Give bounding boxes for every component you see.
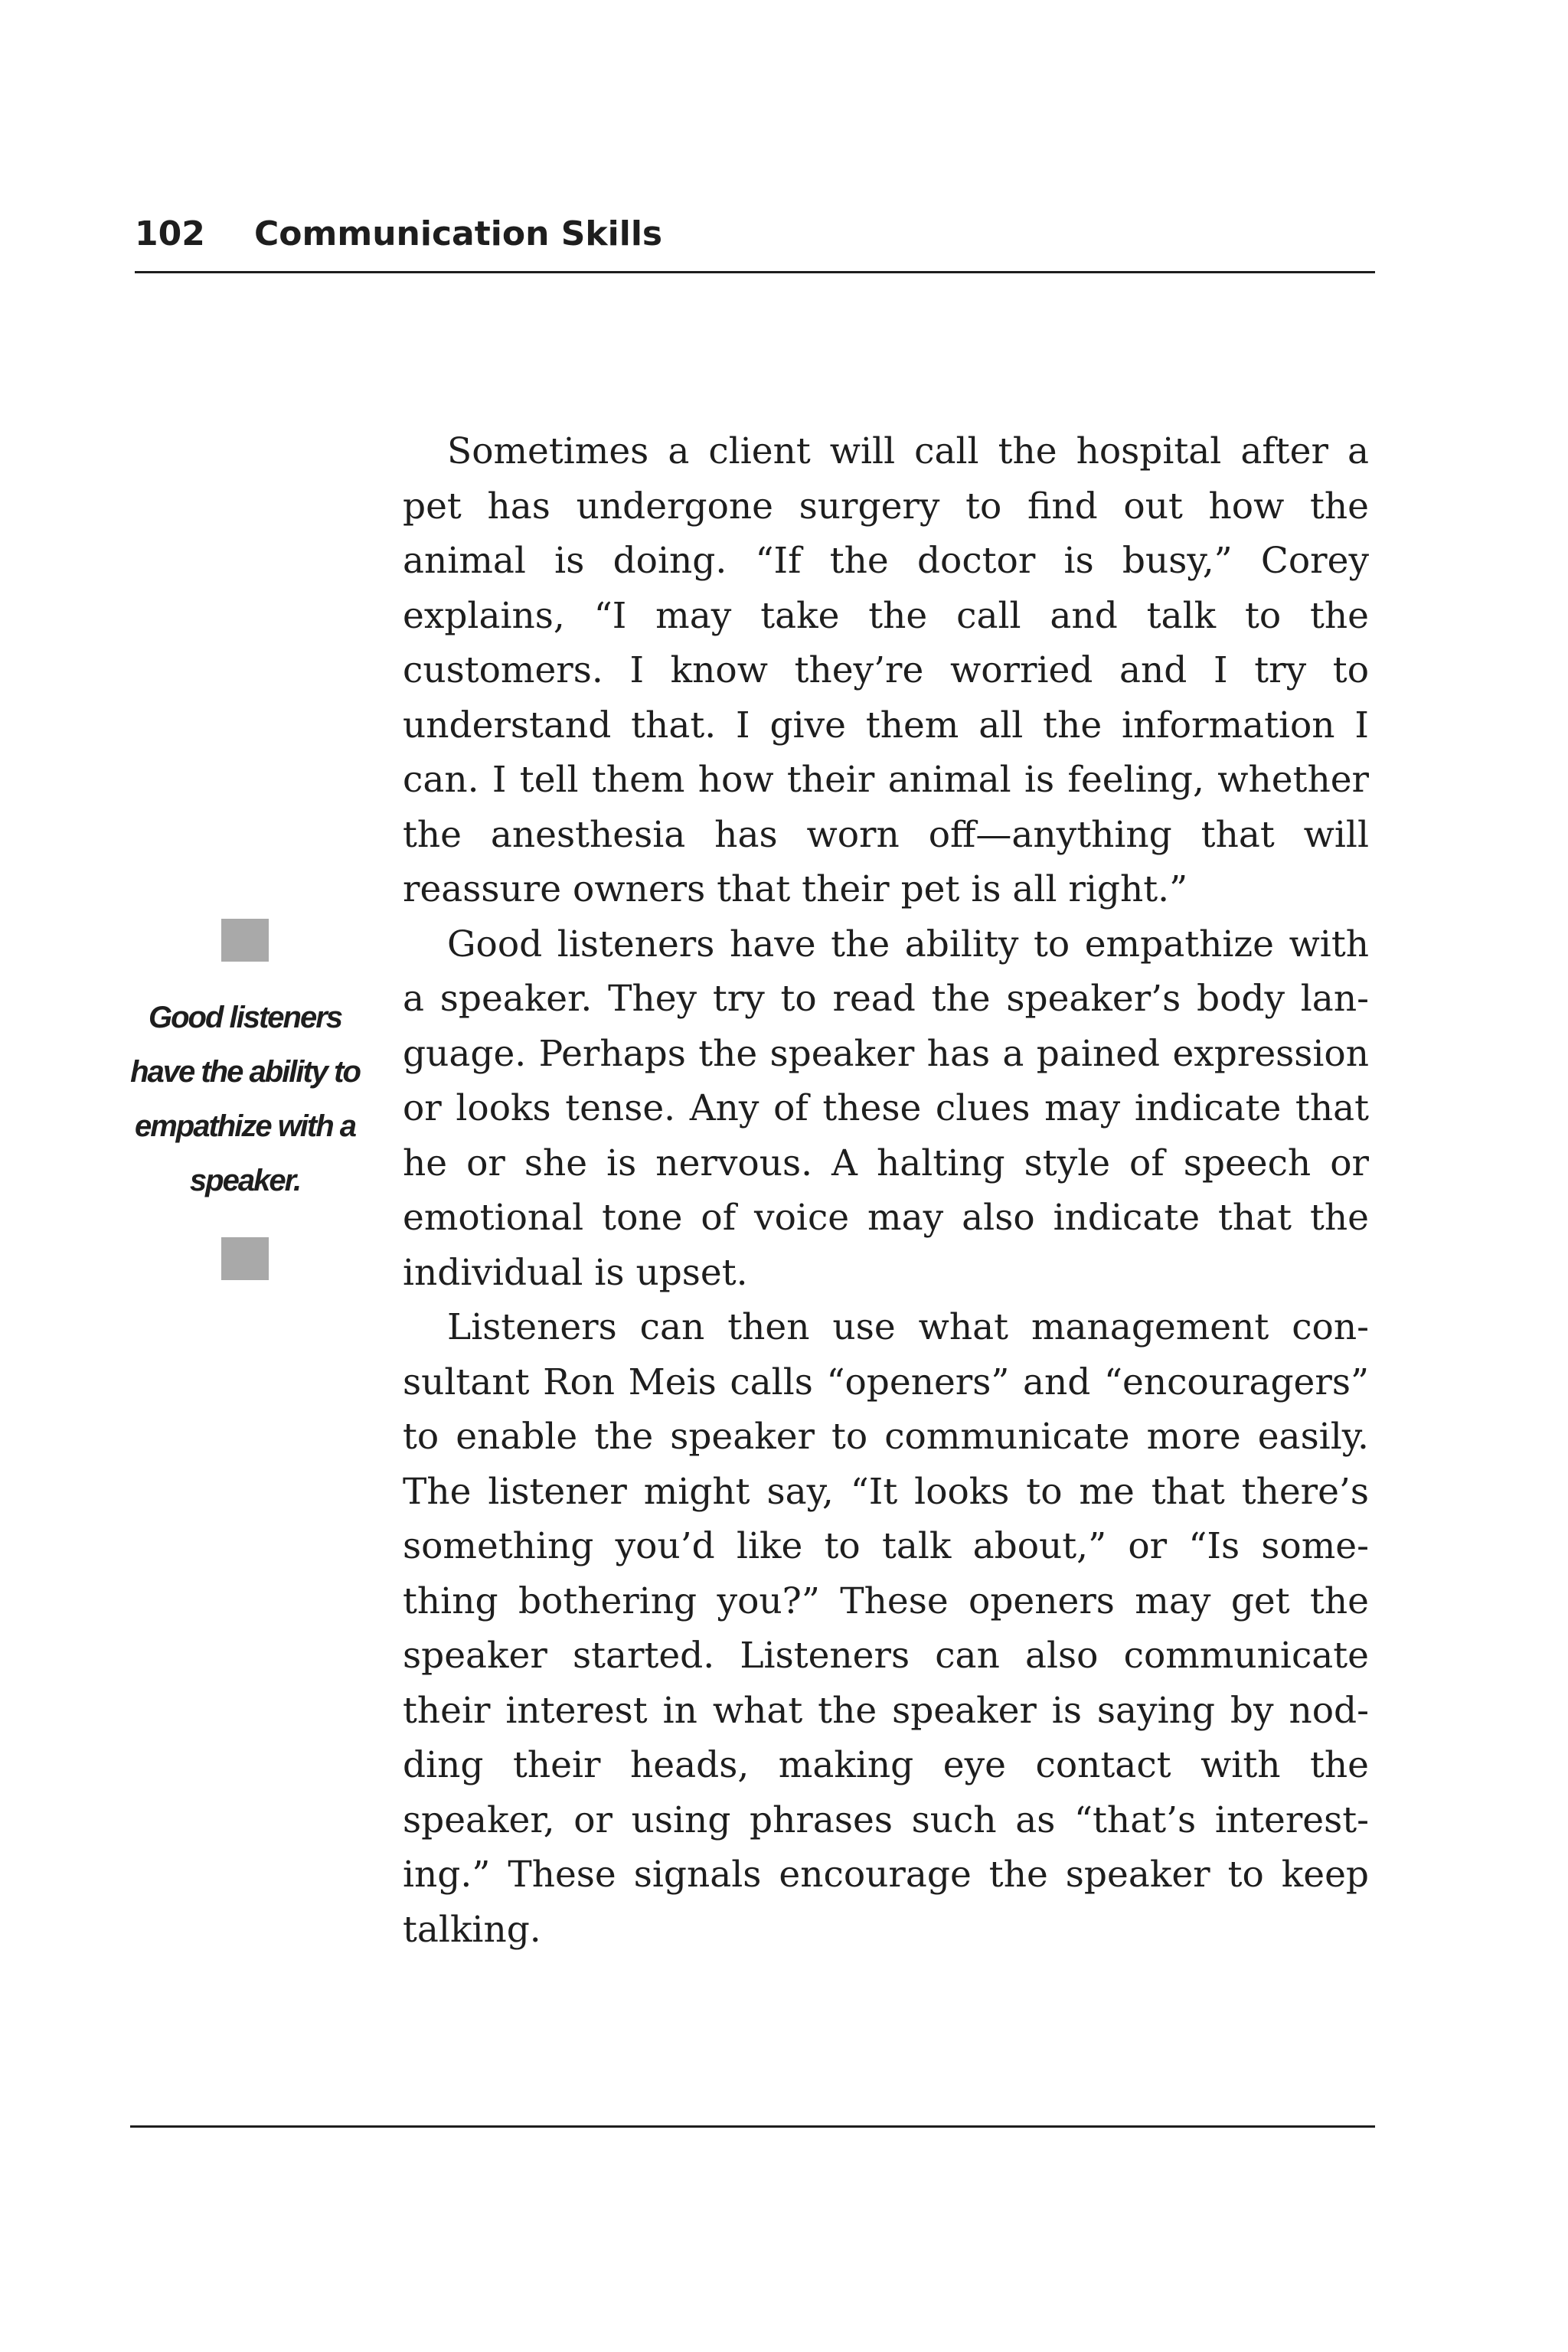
- page-number: 102: [135, 214, 205, 253]
- pull-quote-bottom-marker: [221, 1237, 269, 1280]
- paragraph-1: Sometimes a client will call the hospital after a pet has undergone surgery to find out how the animal is doing. “If the doctor is busy,” Corey explains, “I may take the call and talk to the customers. I know they’re worried and I try to understand that. I give them all the information I can. I tell them how their animal is feeling, whether the anesthesia has worn off—anything that will reassure owners that their pet is all right.”: [403, 430, 1369, 910]
- sidebar-pull-quote: [115, 919, 375, 1280]
- footer-rule: [130, 2125, 1375, 2128]
- paragraph-3: Listeners can then use what management consultant Ron Meis calls “openers” and “encouragers” to enable the speaker to communicate more easily. The listener might say, “It looks to me that there’s something you’d like to talk about,” or “Is something bothering you?” These openers may get the speaker started. Listeners can also communicate their interest in what the speaker is saying by nodding their heads, making eye contact with the speaker, or using phrases such as “that’s interesting.” These signals encourage the speaker to keep talking.: [403, 1306, 1369, 1951]
- pull-quote-top-marker: [221, 919, 269, 962]
- body-text: [403, 424, 1369, 1957]
- running-head: [135, 211, 1375, 276]
- paragraph-2: Good listeners have the ability to empathize with a speaker. They try to read the speaker’s body language. Perhaps the speaker has a pained expression or looks tense. Any of these clues may indicate that he or she is nervous. A halting style of speech or emotional tone of voice may also indicate that the individual is upset.: [403, 923, 1369, 1294]
- running-title: Communication Skills: [254, 214, 663, 253]
- pull-quote-text: Good listeners have the ability to empathize with a speaker.: [130, 1001, 360, 1197]
- header-rule: [135, 271, 1375, 273]
